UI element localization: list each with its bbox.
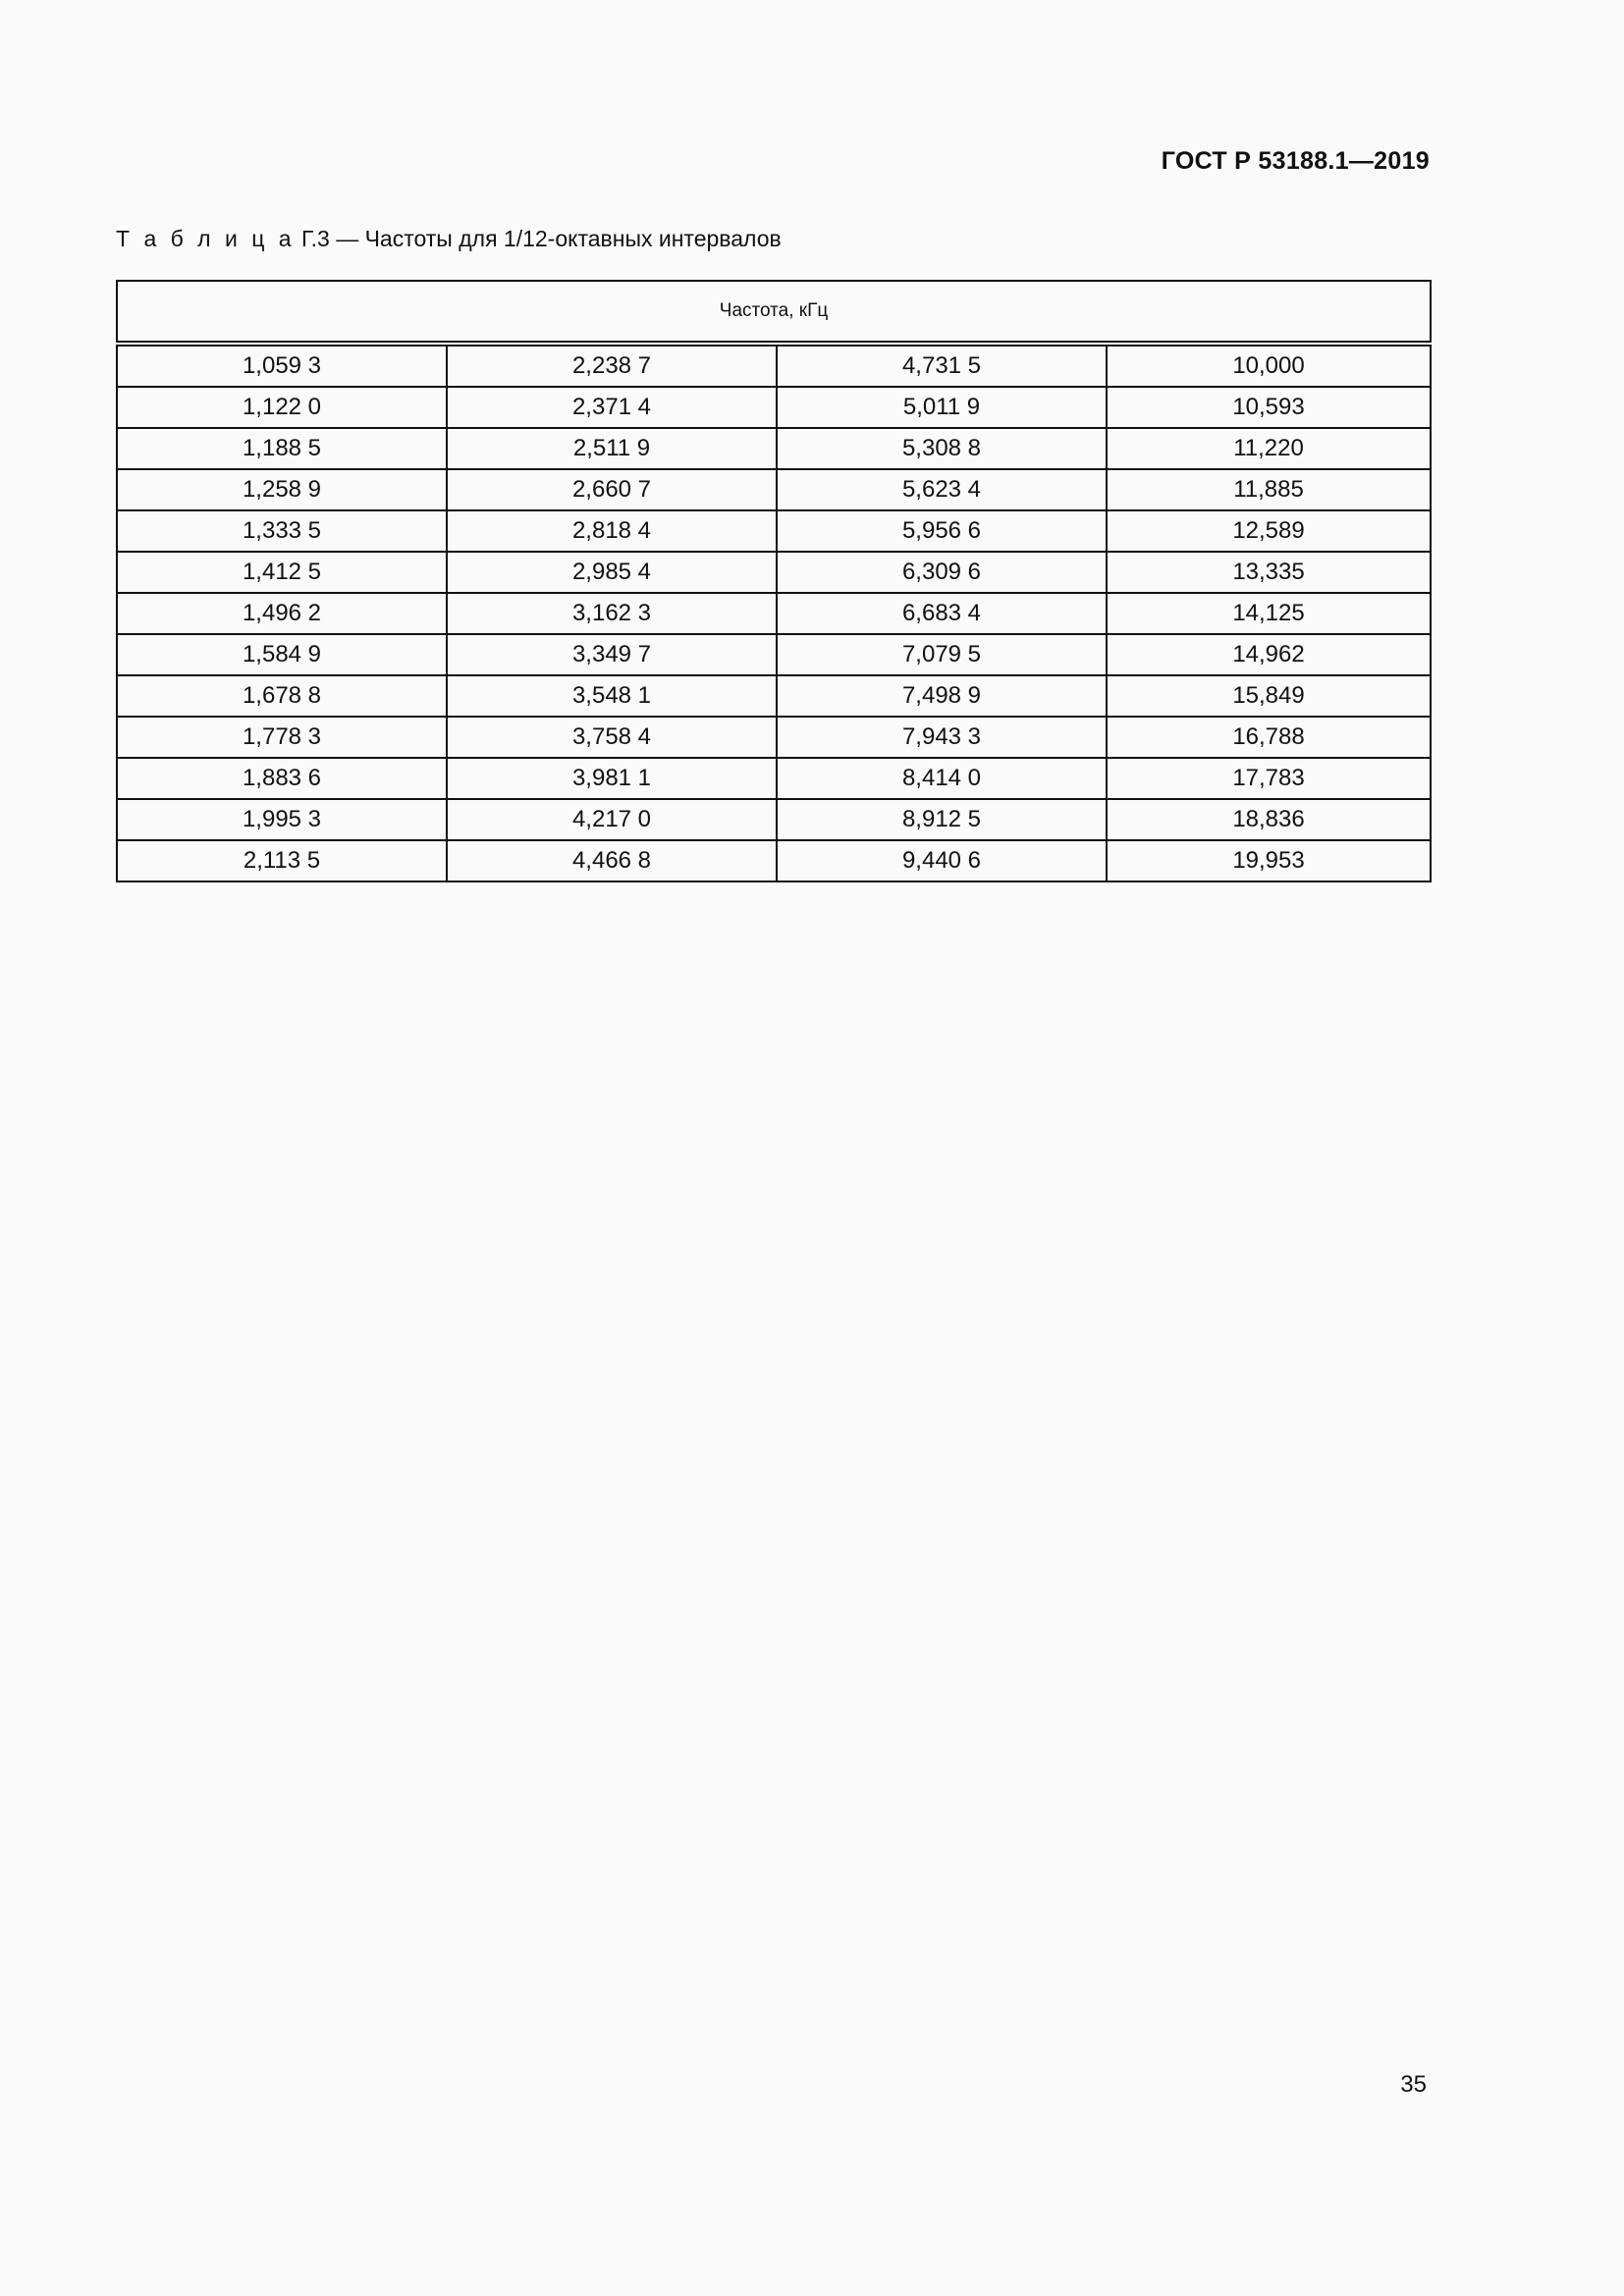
table-cell: 7,498 9: [777, 675, 1107, 717]
table-row: [117, 428, 1431, 469]
table-cell: 1,883 6: [117, 758, 447, 799]
table-cell: 2,511 9: [447, 428, 777, 469]
table-cell: 2,113 5: [117, 840, 447, 881]
table-row: [117, 510, 1431, 552]
table-cell: 2,818 4: [447, 510, 777, 552]
table-cell: 12,589: [1107, 510, 1431, 552]
table-cell: 7,079 5: [777, 634, 1107, 675]
table-cell: 3,981 1: [447, 758, 777, 799]
table-cell: 1,188 5: [117, 428, 447, 469]
table-cell: 1,496 2: [117, 593, 447, 634]
table-row: [117, 552, 1431, 593]
table-cell: 18,836: [1107, 799, 1431, 840]
table-row: [117, 799, 1431, 840]
table-caption: [116, 226, 782, 252]
table-cell: 1,258 9: [117, 469, 447, 510]
table-row: [117, 344, 1431, 387]
table-row: [117, 469, 1431, 510]
table-cell: 11,220: [1107, 428, 1431, 469]
table-caption-label: Т а б л и ц а: [116, 226, 296, 251]
table-cell: 16,788: [1107, 717, 1431, 758]
table-cell: 14,962: [1107, 634, 1431, 675]
table-cell: 1,995 3: [117, 799, 447, 840]
table-row: [117, 593, 1431, 634]
document-code: ГОСТ Р 53188.1—2019: [1161, 147, 1430, 175]
table-cell: 1,584 9: [117, 634, 447, 675]
table-cell: 17,783: [1107, 758, 1431, 799]
table-row: [117, 675, 1431, 717]
table-cell: 14,125: [1107, 593, 1431, 634]
table-cell: 2,660 7: [447, 469, 777, 510]
table-header-row: [117, 281, 1431, 344]
table-cell: 2,985 4: [447, 552, 777, 593]
table-cell: 3,349 7: [447, 634, 777, 675]
frequency-table: [116, 280, 1432, 882]
table-cell: 1,333 5: [117, 510, 447, 552]
table-cell: 2,371 4: [447, 387, 777, 428]
table-cell: 3,758 4: [447, 717, 777, 758]
table-cell: 7,943 3: [777, 717, 1107, 758]
table-cell: 5,956 6: [777, 510, 1107, 552]
table-row: [117, 717, 1431, 758]
table-cell: 8,414 0: [777, 758, 1107, 799]
table-cell: 13,335: [1107, 552, 1431, 593]
table-row: [117, 634, 1431, 675]
table-cell: 3,162 3: [447, 593, 777, 634]
table-cell: 6,309 6: [777, 552, 1107, 593]
table-cell: 4,217 0: [447, 799, 777, 840]
table-caption-text: Г.3 — Частоты для 1/12-октавных интервалов: [295, 226, 782, 251]
table-cell: 11,885: [1107, 469, 1431, 510]
table-header-frequency: Частота, кГц: [117, 281, 1431, 344]
table-cell: 9,440 6: [777, 840, 1107, 881]
table-cell: 1,059 3: [117, 344, 447, 387]
table-cell: 1,778 3: [117, 717, 447, 758]
table-cell: 2,238 7: [447, 344, 777, 387]
table-row: [117, 387, 1431, 428]
page-number: 35: [1400, 2071, 1427, 2098]
table-row: [117, 758, 1431, 799]
table-cell: 1,122 0: [117, 387, 447, 428]
table-cell: 4,466 8: [447, 840, 777, 881]
table-cell: 5,308 8: [777, 428, 1107, 469]
table-cell: 4,731 5: [777, 344, 1107, 387]
table-cell: 15,849: [1107, 675, 1431, 717]
table-cell: 1,412 5: [117, 552, 447, 593]
table-row: [117, 840, 1431, 881]
table-cell: 5,623 4: [777, 469, 1107, 510]
table-cell: 3,548 1: [447, 675, 777, 717]
table-cell: 1,678 8: [117, 675, 447, 717]
table-cell: 10,000: [1107, 344, 1431, 387]
table-cell: 10,593: [1107, 387, 1431, 428]
table-cell: 6,683 4: [777, 593, 1107, 634]
table-cell: 8,912 5: [777, 799, 1107, 840]
table-cell: 5,011 9: [777, 387, 1107, 428]
table-cell: 19,953: [1107, 840, 1431, 881]
